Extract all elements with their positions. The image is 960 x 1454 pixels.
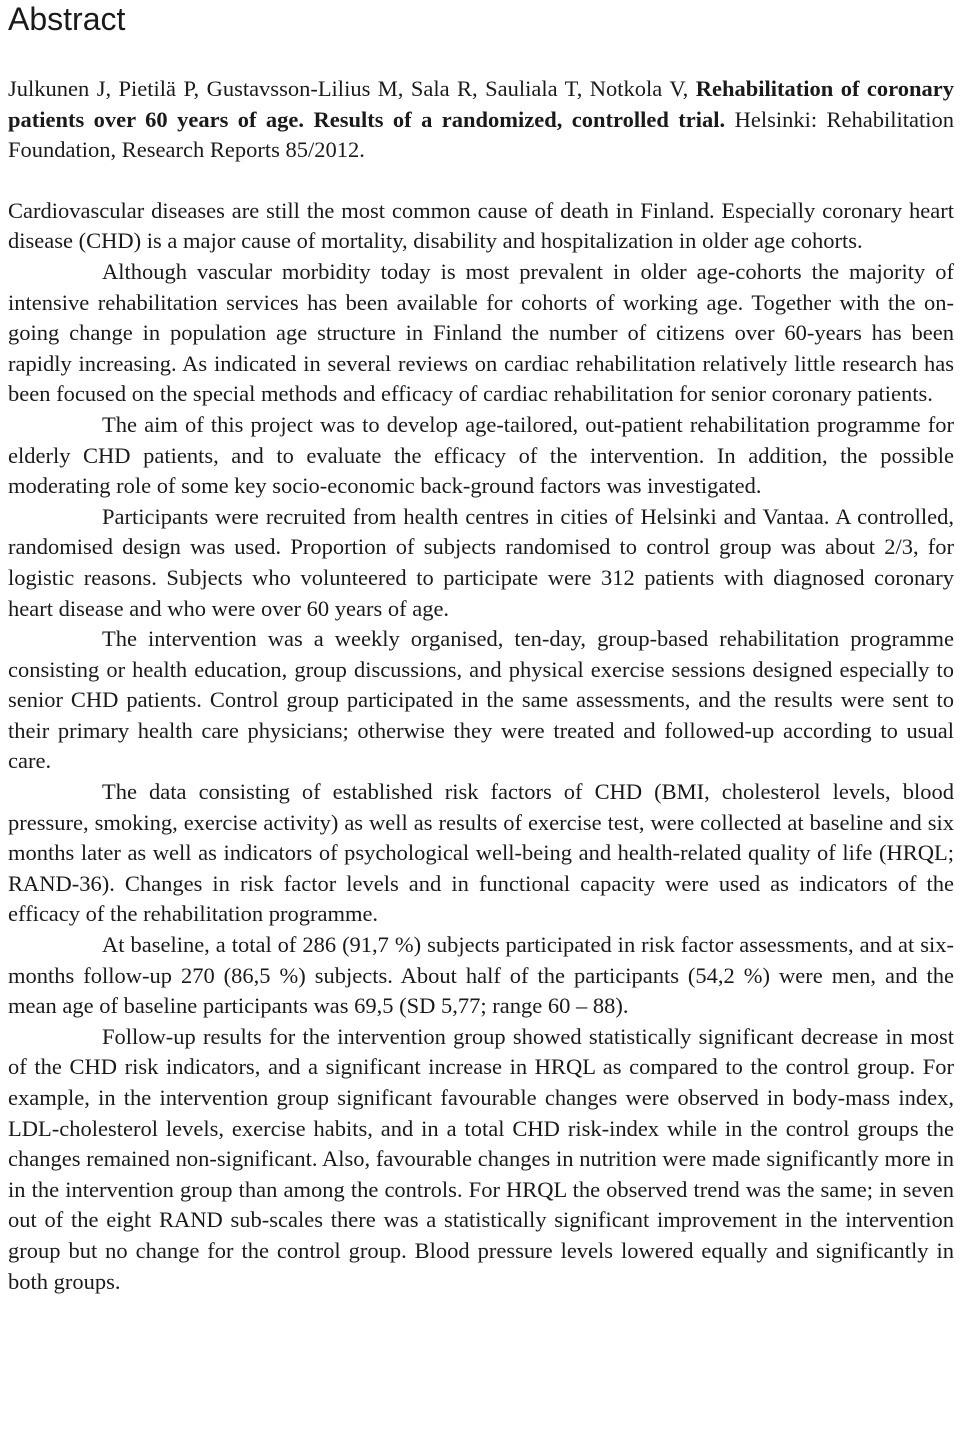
abstract-paragraph: Although vascular morbidity today is most prevalent in older age-cohorts the majority of intensive rehabilitation services has been available for cohorts of working age. Together with the on-going change in population age structure in Finland the number of citizens over 60-years has been rapidly increasing. As indicated in several reviews on cardiac rehabilitation relatively little research has been focused on the special methods and efficacy of cardiac rehabilitation for senior coronary patients. [8,258,954,407]
abstract-paragraph: The intervention was a weekly organised, ten-day, group-based rehabilitation programme consisting or health education, group discussions, and physical exercise sessions designed especially to senior CHD patients. Control group participated in the same assessments, and the results were sent to their primary health care physicians; otherwise they were treated and followed-up according to usual care. [8,626,954,774]
abstract-paragraph: At baseline, a total of 286 (91,7 %) subjects participated in risk factor assessments, and at six-months follow-up 270 (86,5 %) subjects. About half of the participants (54,2 %) were men, and the mean age of baseline participants was 69,5 (SD 5,77; range 60 – 88). [8,932,954,1019]
abstract-paragraph: Cardiovascular diseases are still the most common cause of death in Finland. Especially coronary heart disease (CHD) is a major cause of mortality, disability and hospitalization in older age cohorts. [8,197,954,254]
abstract-paragraph: Follow-up results for the intervention group showed statistically significant decrease in most of the CHD risk indicators, and a significant increase in HRQL as compared to the control group. For example, in the intervention group significant favourable changes were observed in body-mass index, LDL-cholesterol levels, exercise habits, and in a total CHD risk-index while in the control groups the changes remained non-significant. Also, favourable changes in nutrition were made significantly more in in the intervention group than among the controls. For HRQL the observed trend was the same; in seven out of the eight RAND sub-scales there was a statistically significant improvement in the intervention group but no change for the control group. Blood pressure levels lowered equally and significantly in both groups. [8,1023,954,1294]
abstract-paragraph: The data consisting of established risk factors of CHD (BMI, cholesterol levels, blood pressure, smoking, exercise activity) as well as results of exercise test, were collected at baseline and six months later as well as indicators of psychological well-being and health-related quality of life (HRQL; RAND-36). Changes in risk factor levels and in functional capacity were used as indicators of the efficacy of the rehabilitation programme. [8,779,954,927]
citation-title: Rehabilitation of coronary patients over 60 years of age. Results of a randomized, controlled trial. [8,76,954,132]
citation [8,74,954,166]
abstract-paragraph: Participants were recruited from health centres in cities of Helsinki and Vantaa. A controlled, randomised design was used. Proportion of subjects randomised to control group was about 2/3, for logistic reasons. Subjects who volunteered to participate were 312 patients with diagnosed coronary heart disease and who were over 60 years of age. [8,503,954,621]
page-title: Abstract [8,1,126,37]
document-page [8,0,954,1297]
citation-authors: Julkunen J, Pietilä P, Gustavsson-Lilius M, Sala R, Sauliala T, Notkola V, [8,76,696,101]
abstract-paragraph: The aim of this project was to develop age-tailored, out-patient rehabilitation programme for elderly CHD patients, and to evaluate the efficacy of the intervention. In addition, the possible moderating role of some key socio-economic back-ground factors was investigated. [8,411,954,499]
citation-publisher: Helsinki: Rehabilitation Foundation, Research Reports 85/2012. [8,106,954,163]
